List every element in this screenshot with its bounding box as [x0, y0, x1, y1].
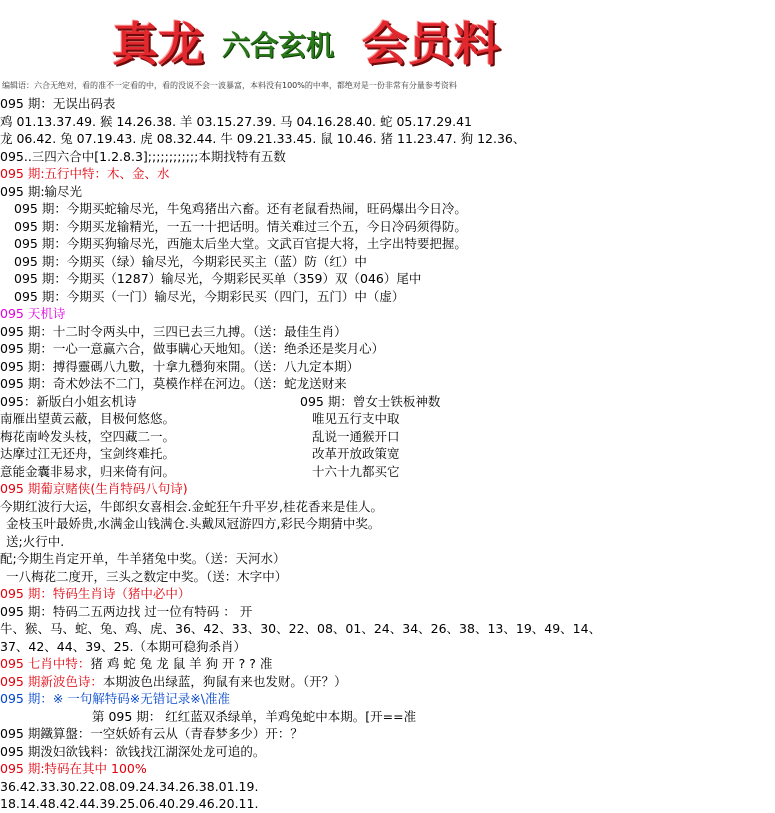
line-special-inside-2: 18.14.48.42.44.39.25.06.40.29.46.20.11. — [0, 796, 259, 811]
line-heaven-poem-heading: 095 天机诗 — [0, 306, 66, 321]
line-two-col-3 — [0, 445, 775, 463]
iron-plate-4: 十六十九都买它 — [312, 463, 400, 479]
line-two-col-4 — [0, 463, 775, 481]
wave-color-value: 本期波色出绿蓝，狗鼠有来也发财。（开？） — [102, 673, 347, 689]
line-special-zodiac-poem: 095 期：特码生肖诗（猪中必中） — [0, 586, 191, 601]
line-gambler-gift: 送;火行中. — [6, 533, 65, 549]
line-special-inside-1: 36.42.33.30.22.08.09.24.34.26.38.01.19. — [0, 778, 259, 794]
white-lady-poem-4: 意能金囊非易求，归来倚有问。 — [0, 463, 176, 479]
seven-zodiac-value: 猪 鸡 蛇 兔 龙 鼠 羊 狗 开 ? ? 准 — [90, 656, 273, 671]
iron-plate-3: 改革开放政策宽 — [312, 446, 400, 461]
wave-color-label: 095 期新波色诗： — [0, 673, 103, 689]
line-shrew-money: 095 期泼妇欲钱料：欲钱找江湖深处龙可追的。 — [0, 743, 266, 759]
line-lose-all-2: 095 期：今期买龙输精光，一五一十把话明。情关难过三个五，今日冷码须得防。 — [14, 218, 467, 234]
line-error-free-table: 095 期：无误出码表 — [0, 96, 116, 111]
banner-left-title: 真龙 — [112, 17, 204, 71]
banner-right-title: 会员料 — [362, 17, 500, 71]
iron-plate-1: 唯见五行支中取 — [312, 411, 400, 426]
white-lady-poem-2: 梅花南岭发头枝，空四藏二一。 — [0, 428, 176, 444]
white-lady-poem-1: 南雁出望黄云蔽，目极何悠悠。 — [0, 411, 176, 426]
line-heaven-poem-2: 095 期：一心一意赢六合，做事瞒心天地知。（送：绝杀还是奖月心） — [0, 341, 385, 356]
page-banner — [0, 0, 775, 80]
line-two-col-2 — [0, 428, 775, 446]
line-lose-all-heading: 095 期:输尽光 — [0, 183, 83, 199]
white-lady-poem-3: 达摩过江无还舟，宝剑终难托。 — [0, 446, 176, 461]
iron-plate-heading: 095 期：曾女士铁板神数 — [300, 393, 441, 409]
line-lose-all-1: 095 期：今期买蛇输尽光，牛兔鸡猪出六畜。还有老鼠看热闹，旺码爆出今日冷。 — [14, 201, 467, 216]
line-lose-all-4: 095 期：今期买（绿）输尽光，今期彩民买主（蓝）防（红）中 — [14, 253, 367, 269]
line-gambler-plum: 一八梅花二度开，三头之数定中奖。（送：木字中） — [6, 568, 288, 584]
line-iron-abacus — [0, 725, 775, 743]
line-special-numbers-1: 牛、猴、马、蛇、兔、鸡、虎、36、42、33、30、22、08、01、24、34、26、38、13、19、49、14、 — [0, 621, 602, 636]
line-zodiac-numbers-2: 龙 06.42. 兔 07.19.43. 虎 08.32.44. 牛 09.21.33.45. 鼠 10.46. 猪 11.23.47. 狗 12.36、 — [0, 131, 526, 146]
line-heaven-poem-3: 095 期：搏得靈碼八九數，十拿九穩狗來開。（送：八九定本期） — [0, 358, 360, 374]
line-special-inside-heading: 095 期:特码在其中 100% — [0, 761, 147, 776]
line-gambler-poem-2: 金枝玉叶最娇贵,水满金山钱满仓.头戴凤冠游四方,彩民今期猜中奖。 — [6, 516, 381, 531]
line-lose-all-3: 095 期：今期买狗输尽光，西施太后坐大堂。文武百官提大将，土字出特要把握。 — [14, 236, 467, 251]
line-heaven-poem-1: 095 期：十二时令两头中，三四已去三九搏。（送：最佳生肖） — [0, 323, 347, 339]
line-zodiac-numbers-1: 鸡 01.13.37.49. 猴 14.26.38. 羊 03.15.27.39. 马 04.16.28.40. 蛇 05.17.29.41 — [0, 113, 472, 129]
line-one-sentence-body: 第 095 期： 红红蓝双杀绿单，羊鸡兔蛇中本期。[开==准 — [92, 708, 417, 724]
line-seven-zodiac — [0, 655, 775, 673]
line-gambler-poem-1: 今期红波行大运，牛郎织女喜相会.金蛇狂午升平岁,桂花香来是佳人。 — [0, 498, 383, 514]
line-one-sentence-heading: 095 期：※ 一句解特码※无错记录※\准准 — [0, 691, 230, 706]
line-special-two-five: 095 期：特码二五两边找 过一位有特码 ： 开 — [0, 603, 253, 619]
seven-zodiac-label: 095 七肖中特： — [0, 656, 91, 671]
line-wave-color-poem — [0, 673, 775, 691]
line-five-elements: 095 期:五行中特：木、金、水 — [0, 166, 170, 181]
iron-abacus-value: 一空妖娇有云从（青春梦多少）开：？ — [90, 726, 303, 741]
line-two-col-1 — [0, 410, 775, 428]
line-three-four-combo: 095..三四六合中[1.2.8.3];;;;;;;;;;;;本期找特有五数 — [0, 148, 286, 164]
white-lady-poem-heading: 095：新版白小姐玄机诗 — [0, 393, 137, 409]
line-gambler-poem-heading: 095 期葡京赌侠(生肖特码八句诗) — [0, 481, 188, 496]
line-lose-all-5: 095 期：今期买（1287）输尽光，今期彩民买单（359）双（046）尾中 — [14, 271, 422, 286]
line-two-col-headings — [0, 393, 775, 411]
line-lose-all-6: 095 期：今期买（一门）输尽光，今期彩民买（四门，五门）中（虚） — [14, 288, 405, 304]
editor-slogan: 编辑语：六合无绝对，看的准不一定看的中，看的没说不会一波暴富，本料没有100%的中率，都绝对是一份非常有分量参考资料 — [2, 81, 457, 90]
line-gambler-match: 配;今期生肖定开单，牛羊猪兔中奖。（送：天河水） — [0, 551, 286, 566]
forecast-content — [0, 95, 775, 813]
iron-abacus-label: 095 期鐵算盤： — [0, 726, 91, 741]
iron-plate-2: 乱说一通猴开口 — [312, 428, 400, 444]
line-heaven-poem-4: 095 期：奇术妙法不二门，莫模作样在河边。（送：蛇龙送财来 — [0, 376, 347, 391]
line-special-numbers-2: 37、42、44、39、25.（本期可稳狗杀肖） — [0, 638, 247, 654]
banner-middle-title: 六合玄机 — [222, 29, 335, 62]
